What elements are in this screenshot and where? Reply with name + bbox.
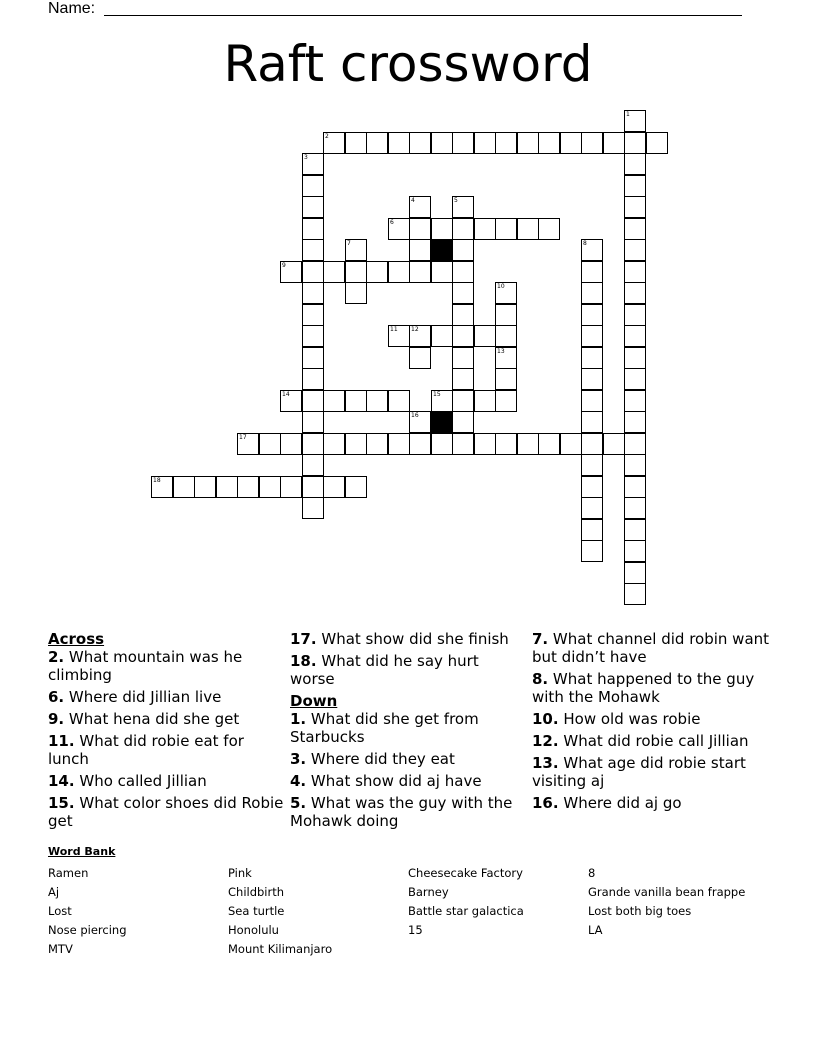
grid-cell[interactable]	[495, 282, 517, 304]
grid-cell[interactable]	[409, 347, 431, 369]
grid-cell[interactable]	[345, 433, 367, 455]
grid-cell[interactable]	[581, 261, 603, 283]
clue-down-7: 7. What channel did robin want but didn’t have	[532, 630, 770, 666]
grid-cell[interactable]	[388, 390, 410, 412]
grid-cell[interactable]	[624, 196, 646, 218]
grid-cell[interactable]	[495, 304, 517, 326]
grid-cell[interactable]	[302, 476, 324, 498]
grid-cell[interactable]	[237, 476, 259, 498]
grid-cell[interactable]	[259, 433, 281, 455]
grid-cell[interactable]	[216, 476, 238, 498]
grid-cell[interactable]	[452, 325, 474, 347]
grid-cell[interactable]	[431, 433, 453, 455]
grid-cell[interactable]	[388, 433, 410, 455]
clue-across-17: 17. What show did she finish	[290, 630, 509, 648]
grid-cell[interactable]	[409, 196, 431, 218]
grid-cell[interactable]	[345, 282, 367, 304]
grid-cell[interactable]	[624, 540, 646, 562]
grid-cell[interactable]	[366, 390, 388, 412]
word-bank-column-3	[408, 864, 583, 940]
grid-cell[interactable]	[280, 261, 302, 283]
word-bank-item: Cheesecake Factory	[408, 866, 523, 880]
grid-cell[interactable]	[366, 433, 388, 455]
grid-cell[interactable]	[452, 282, 474, 304]
grid-cell[interactable]	[302, 239, 324, 261]
grid-cell[interactable]	[409, 411, 431, 433]
clue-down-3: 3. Where did they eat	[290, 750, 455, 768]
grid-cell[interactable]	[624, 347, 646, 369]
clue-number: 5	[454, 197, 458, 204]
page-title: Raft crossword	[223, 35, 593, 93]
grid-cell[interactable]	[151, 476, 173, 498]
clue-down-5: 5. What was the guy with the Mohawk doing	[290, 794, 513, 830]
clue-number: 16	[411, 412, 419, 419]
grid-cell[interactable]	[452, 239, 474, 261]
grid-cell[interactable]	[581, 497, 603, 519]
clue-number: 12	[411, 326, 419, 333]
word-bank-item: 15	[408, 923, 423, 937]
grid-cell[interactable]	[431, 218, 453, 240]
word-bank-item: Nose piercing	[48, 923, 127, 937]
clue-down-8: 8. What happened to the guy with the Mohawk	[532, 670, 755, 706]
grid-cell[interactable]	[302, 454, 324, 476]
grid-cell[interactable]	[560, 132, 582, 154]
grid-cell[interactable]	[646, 132, 668, 154]
grid-cell[interactable]	[495, 218, 517, 240]
black-square	[431, 411, 453, 433]
grid-cell[interactable]	[603, 433, 625, 455]
grid-cell[interactable]	[581, 132, 603, 154]
grid-cell[interactable]	[388, 218, 410, 240]
clue-across-2: 2. What mountain was he climbing	[48, 648, 243, 684]
grid-cell[interactable]	[581, 368, 603, 390]
grid-cell[interactable]	[581, 325, 603, 347]
clue-number: 3	[304, 154, 308, 161]
grid-cell[interactable]	[581, 347, 603, 369]
grid-cell[interactable]	[517, 132, 539, 154]
grid-cell[interactable]	[624, 390, 646, 412]
grid-cell[interactable]	[581, 454, 603, 476]
across-heading: Across	[48, 630, 105, 648]
grid-cell[interactable]	[452, 347, 474, 369]
word-bank-item: Ramen	[48, 866, 89, 880]
word-bank-item: MTV	[48, 942, 73, 956]
grid-cell[interactable]	[581, 390, 603, 412]
grid-cell[interactable]	[302, 304, 324, 326]
grid-cell[interactable]	[624, 261, 646, 283]
clue-down-1: 1. What did she get from Starbucks	[290, 710, 479, 746]
clue-number: 6	[390, 219, 394, 226]
grid-cell[interactable]	[538, 132, 560, 154]
clue-number: 13	[497, 348, 505, 355]
grid-cell[interactable]	[624, 239, 646, 261]
word-bank-item: Lost	[48, 904, 72, 918]
grid-cell[interactable]	[280, 390, 302, 412]
grid-cell[interactable]	[495, 368, 517, 390]
grid-cell[interactable]	[624, 368, 646, 390]
word-bank-item: Grande vanilla bean frappe	[588, 885, 746, 899]
word-bank-item: LA	[588, 923, 603, 937]
grid-cell[interactable]	[452, 304, 474, 326]
grid-cell[interactable]	[280, 433, 302, 455]
word-bank-column-2	[228, 864, 403, 959]
grid-cell[interactable]	[581, 433, 603, 455]
grid-cell[interactable]	[302, 411, 324, 433]
grid-cell[interactable]	[323, 261, 345, 283]
clue-column-2	[290, 630, 528, 834]
name-label: Name:	[48, 0, 96, 17]
grid-cell[interactable]	[452, 390, 474, 412]
grid-cell[interactable]	[345, 261, 367, 283]
clue-number: 18	[153, 477, 161, 484]
grid-cell[interactable]	[173, 476, 195, 498]
grid-cell[interactable]	[624, 454, 646, 476]
grid-cell[interactable]	[474, 218, 496, 240]
grid-cell[interactable]	[409, 433, 431, 455]
grid-cell[interactable]	[474, 325, 496, 347]
grid-cell[interactable]	[538, 433, 560, 455]
grid-cell[interactable]	[302, 347, 324, 369]
clue-across-18: 18. What did he say hurt worse	[290, 652, 479, 688]
grid-cell[interactable]	[194, 476, 216, 498]
grid-cell[interactable]	[560, 433, 582, 455]
grid-cell[interactable]	[495, 132, 517, 154]
grid-cell[interactable]	[452, 196, 474, 218]
grid-cell[interactable]	[345, 390, 367, 412]
grid-cell[interactable]	[452, 368, 474, 390]
grid-cell[interactable]	[345, 132, 367, 154]
grid-cell[interactable]	[581, 304, 603, 326]
grid-cell[interactable]	[624, 325, 646, 347]
word-bank-column-4	[588, 864, 788, 940]
grid-cell[interactable]	[323, 132, 345, 154]
grid-cell[interactable]	[302, 390, 324, 412]
grid-cell[interactable]	[581, 282, 603, 304]
grid-cell[interactable]	[624, 175, 646, 197]
grid-cell[interactable]	[538, 218, 560, 240]
clue-number: 17	[239, 434, 247, 441]
grid-cell[interactable]	[409, 239, 431, 261]
word-bank-item: Sea turtle	[228, 904, 285, 918]
grid-cell[interactable]	[624, 282, 646, 304]
clue-number: 10	[497, 283, 505, 290]
grid-cell[interactable]	[431, 132, 453, 154]
word-bank-item: Barney	[408, 885, 449, 899]
grid-cell[interactable]	[388, 132, 410, 154]
grid-cell[interactable]	[302, 175, 324, 197]
down-heading: Down	[290, 692, 338, 710]
grid-cell[interactable]	[302, 368, 324, 390]
grid-cell[interactable]	[302, 282, 324, 304]
grid-cell[interactable]	[366, 261, 388, 283]
clue-number: 11	[390, 326, 398, 333]
grid-cell[interactable]	[517, 433, 539, 455]
grid-cell[interactable]	[603, 132, 625, 154]
grid-cell[interactable]	[624, 411, 646, 433]
grid-cell[interactable]	[388, 261, 410, 283]
clue-across-15: 15. What color shoes did Robie get	[48, 794, 284, 830]
word-bank-item: Lost both big toes	[588, 904, 692, 918]
grid-cell[interactable]	[624, 153, 646, 175]
clue-column-1	[48, 630, 286, 834]
grid-cell[interactable]	[388, 325, 410, 347]
grid-cell[interactable]	[302, 497, 324, 519]
clue-down-16: 16. Where did aj go	[532, 794, 682, 812]
clue-across-11: 11. What did robie eat for lunch	[48, 732, 244, 768]
clue-number: 14	[282, 391, 290, 398]
grid-cell[interactable]	[302, 153, 324, 175]
grid-cell[interactable]	[495, 325, 517, 347]
grid-cell[interactable]	[495, 433, 517, 455]
grid-cell[interactable]	[581, 411, 603, 433]
clue-number: 7	[347, 240, 351, 247]
grid-cell[interactable]	[280, 476, 302, 498]
grid-cell[interactable]	[431, 325, 453, 347]
clue-column-3	[532, 630, 772, 816]
word-bank-item: 8	[588, 866, 596, 880]
grid-cell[interactable]	[237, 433, 259, 455]
grid-cell[interactable]	[259, 476, 281, 498]
grid-cell[interactable]	[474, 132, 496, 154]
grid-cell[interactable]	[495, 390, 517, 412]
grid-cell[interactable]	[581, 239, 603, 261]
grid-cell[interactable]	[302, 325, 324, 347]
word-bank-item: Battle star galactica	[408, 904, 524, 918]
grid-cell[interactable]	[624, 132, 646, 154]
grid-cell[interactable]	[517, 218, 539, 240]
grid-cell[interactable]	[345, 476, 367, 498]
grid-cell[interactable]	[302, 196, 324, 218]
clue-down-4: 4. What show did aj have	[290, 772, 482, 790]
grid-cell[interactable]	[624, 583, 646, 605]
grid-cell[interactable]	[624, 476, 646, 498]
grid-cell[interactable]	[323, 390, 345, 412]
grid-cell[interactable]	[624, 497, 646, 519]
clue-number: 8	[583, 240, 587, 247]
word-bank-item: Pink	[228, 866, 252, 880]
grid-cell[interactable]	[624, 519, 646, 541]
grid-cell[interactable]	[345, 239, 367, 261]
grid-cell[interactable]	[431, 390, 453, 412]
clue-down-12: 12. What did robie call Jillian	[532, 732, 749, 750]
grid-cell[interactable]	[495, 347, 517, 369]
word-bank-title: Word Bank	[48, 845, 116, 858]
clue-down-10: 10. How old was robie	[532, 710, 701, 728]
grid-cell[interactable]	[474, 390, 496, 412]
grid-cell[interactable]	[624, 433, 646, 455]
grid-cell[interactable]	[452, 132, 474, 154]
grid-cell[interactable]	[409, 132, 431, 154]
grid-cell[interactable]	[624, 562, 646, 584]
clue-across-6: 6. Where did Jillian live	[48, 688, 222, 706]
grid-cell[interactable]	[452, 218, 474, 240]
black-square	[431, 239, 453, 261]
clue-across-14: 14. Who called Jillian	[48, 772, 207, 790]
grid-cell[interactable]	[409, 325, 431, 347]
grid-cell[interactable]	[366, 132, 388, 154]
grid-cell[interactable]	[581, 476, 603, 498]
word-bank-item: Aj	[48, 885, 60, 899]
grid-cell[interactable]	[452, 411, 474, 433]
word-bank-item: Honolulu	[228, 923, 279, 937]
grid-cell[interactable]	[474, 433, 496, 455]
grid-cell[interactable]	[302, 261, 324, 283]
clue-number: 4	[411, 197, 415, 204]
word-bank-column-1	[48, 864, 223, 959]
grid-cell[interactable]	[452, 433, 474, 455]
clue-number: 9	[282, 262, 286, 269]
grid-cell[interactable]	[452, 261, 474, 283]
grid-cell[interactable]	[581, 540, 603, 562]
grid-cell[interactable]	[323, 476, 345, 498]
clue-down-13: 13. What age did robie start visiting aj	[532, 754, 746, 790]
grid-cell[interactable]	[624, 304, 646, 326]
grid-cell[interactable]	[431, 261, 453, 283]
grid-cell[interactable]	[409, 261, 431, 283]
grid-cell[interactable]	[624, 218, 646, 240]
word-bank-item: Mount Kilimanjaro	[228, 942, 333, 956]
grid-cell[interactable]	[302, 218, 324, 240]
grid-cell[interactable]	[624, 110, 646, 132]
grid-cell[interactable]	[409, 218, 431, 240]
clue-number: 1	[626, 111, 630, 118]
grid-cell[interactable]	[581, 519, 603, 541]
clue-number: 15	[433, 391, 441, 398]
word-bank-item: Childbirth	[228, 885, 285, 899]
clue-across-9: 9. What hena did she get	[48, 710, 240, 728]
grid-cell[interactable]	[302, 433, 324, 455]
clue-number: 2	[325, 133, 329, 140]
grid-cell[interactable]	[323, 433, 345, 455]
